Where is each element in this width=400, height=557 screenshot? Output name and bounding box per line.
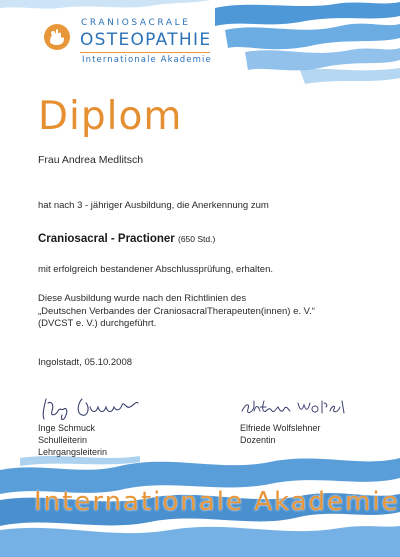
signature-inge-schmuck <box>38 393 158 425</box>
logo-hand-icon <box>44 24 70 50</box>
logo-text-craniosacrale: CRANIOSACRALE <box>81 18 191 28</box>
signatory-2-role-1: Dozentin <box>240 435 276 445</box>
place-date: Ingolstadt, 05.10.2008 <box>38 357 133 368</box>
guideline-line-3: (DVCST e. V.) durchgeführt. <box>38 318 157 329</box>
signatory-1-role-1: Schulleiterin <box>38 435 88 445</box>
exam-text: mit erfolgreich bestandener Abschlussprüfung, erhalten. <box>38 264 273 275</box>
footer-akademie: Internationale Akademie <box>34 487 400 517</box>
logo-text-osteopathie: OSTEOPATHIE <box>80 30 212 50</box>
signatory-1-name: Inge Schmuck <box>38 423 96 433</box>
signatory-2 <box>240 422 320 446</box>
signatory-1 <box>38 422 107 458</box>
diploma-title: Diplom <box>38 94 183 139</box>
course-name: Craniosacral - Practioner <box>38 233 175 245</box>
logo-text-akademie: Internationale Akademie <box>82 55 212 65</box>
signatory-1-role-2: Lehrgangsleiterin <box>38 447 108 457</box>
course-hours: (650 Std.) <box>177 234 216 244</box>
guideline-line-1: Diese Ausbildung wurde nach den Richtlinien des <box>38 293 247 304</box>
intro-text: hat nach 3 - jähriger Ausbildung, die Anerkennung zum <box>38 200 269 211</box>
signatory-2-name: Elfriede Wolfslehner <box>240 423 321 433</box>
recipient-name: Frau Andrea Medlitsch <box>38 154 144 166</box>
guideline-line-2: „Deutschen Verbandes der CraniosacralTherapeuten(innen) e. V.“ <box>38 306 315 317</box>
logo-divider <box>80 52 210 53</box>
course-title <box>38 233 215 245</box>
signature-elfriede-wolfslehner <box>238 397 368 421</box>
